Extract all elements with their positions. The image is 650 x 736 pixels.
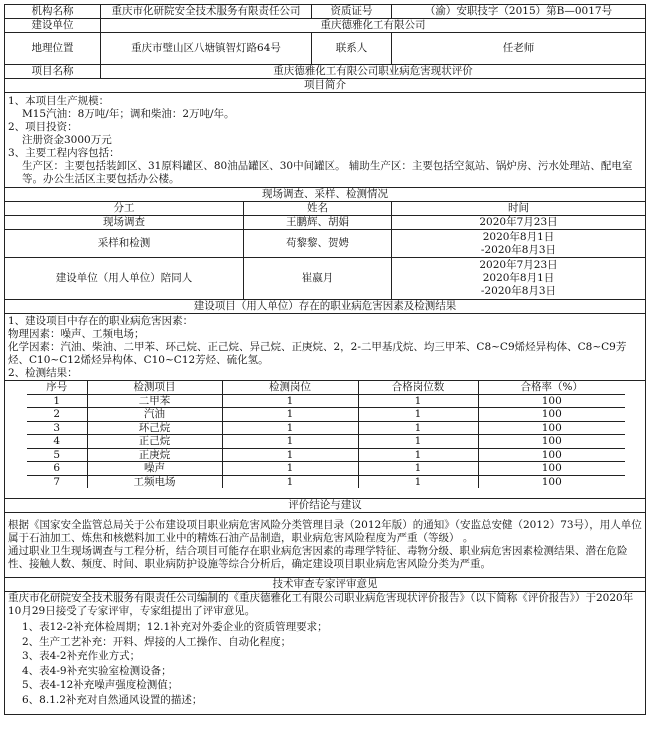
results-cell: 二甲苯 (87, 394, 222, 408)
survey-section-title: 现场调查、采样、检测情况 (5, 188, 646, 202)
conclusion-content (5, 513, 646, 578)
survey-time (392, 258, 646, 300)
survey-time-line: 2020年8月1日 (482, 272, 555, 284)
conclusion-paragraph-2: 通过职业卫生现场调查与工程分析，结合项目可能存在职业病危害因素的毒理学特征、毒物分级、职业病危害因素检测结果、潜在危险性、接触人数、频度、时间、职业病防护设施等综合分析后，确定建设项目职业病危害风险分类为严重。 (8, 545, 628, 570)
results-cell: 正庚烷 (87, 448, 222, 462)
results-table-cell (5, 381, 646, 499)
results-cell: 1 (222, 435, 358, 449)
survey-role: 现场调查 (5, 216, 244, 230)
results-cell: 1 (358, 408, 478, 422)
survey-header-name: 姓名 (244, 202, 392, 216)
conclusion-paragraph-1: 根据《国家安全监管总局关于公布建设项目职业病危害风险分类管理目录（2012年版）的通知》（安监总安健（2012）73号），用人单位属于石油加工、炼焦和核燃料加工业中的精炼石油产品制造，职业病危害风险程度为严重（等级） 。 (8, 519, 642, 544)
hazards-line: 2、检测结果： (8, 366, 78, 379)
cert-label: 资质证号 (312, 5, 392, 19)
results-cell: 正己烷 (87, 435, 222, 449)
results-cell: 1 (222, 421, 358, 435)
survey-time-line: 2020年7月23日 (479, 259, 558, 271)
results-cell: 1 (222, 394, 358, 408)
intro-content (5, 93, 646, 188)
org-value: 重庆市化研院安全技术服务有限责任公司 (101, 5, 312, 19)
survey-time-line: 2020年7月23日 (479, 216, 558, 228)
results-table (27, 381, 625, 488)
table-row (27, 448, 625, 462)
hazards-content (5, 314, 646, 381)
results-cell: 3 (27, 421, 87, 435)
results-cell: 1 (27, 394, 87, 408)
table-row (27, 408, 625, 422)
review-section-title: 技术审查专家评审意见 (5, 578, 646, 592)
survey-names: 崔嬴月 (244, 258, 392, 300)
survey-role: 采样和检测 (5, 230, 244, 258)
results-cell: 1 (222, 475, 358, 488)
hazards-section-title: 建设项目（用人单位）存在的职业病危害因素及检测结果 (5, 300, 646, 314)
results-cell: 1 (358, 448, 478, 462)
org-label: 机构名称 (5, 5, 101, 19)
results-cell: 汽油 (87, 408, 222, 422)
results-cell: 100 (478, 462, 625, 476)
results-cell: 100 (478, 448, 625, 462)
survey-names: 王鹏辉、胡娟 (244, 216, 392, 230)
intro-line: 生产区：主要包括装卸区、31原料罐区、80油品罐区、30中间罐区。 辅助生产区：主要包括空氮站、锅炉房、污水处理站、配电室等。办公生活区主要包括办公楼。 (22, 159, 633, 185)
survey-time-line: 2020年8月1日 (482, 230, 555, 243)
results-cell: 噪声 (87, 462, 222, 476)
results-cell: 100 (478, 421, 625, 435)
survey-time (392, 230, 646, 258)
project-label: 项目名称 (5, 65, 101, 79)
contact-value: 任老师 (392, 33, 646, 65)
intro-line: 注册资金3000万元 (22, 133, 112, 146)
results-cell: 1 (222, 408, 358, 422)
survey-header-role: 分工 (5, 202, 244, 216)
results-cell: 1 (358, 462, 478, 476)
unit-value: 重庆德雅化工有限公司 (101, 19, 646, 33)
results-header: 检测岗位 (222, 381, 358, 394)
results-cell: 工频电场 (87, 475, 222, 488)
intro-line: 2、项目投资： (8, 120, 78, 133)
unit-label: 建设单位 (5, 19, 101, 33)
results-cell: 100 (478, 394, 625, 408)
intro-section-title: 项目简介 (5, 79, 646, 93)
project-value: 重庆德雅化工有限公司职业病危害现状评价 (101, 65, 646, 79)
survey-names: 苟黎黎、贺娉 (244, 230, 392, 258)
results-cell: 100 (478, 475, 625, 488)
location-label: 地理位置 (5, 33, 101, 65)
table-row (27, 462, 625, 476)
assessment-document (4, 4, 645, 715)
review-item: 1、表12-2补充体检周期；12.1补充对外委企业的资质管理要求； (22, 621, 328, 633)
results-cell: 6 (27, 462, 87, 476)
results-cell: 1 (358, 394, 478, 408)
results-cell: 100 (478, 435, 625, 449)
results-cell: 4 (27, 435, 87, 449)
hazards-line: 物理因素：噪声、工频电场； (8, 327, 145, 340)
results-header: 合格岗位数 (358, 381, 478, 394)
survey-header-time: 时间 (392, 202, 646, 216)
survey-time-line: -2020年8月3日 (480, 243, 557, 256)
review-item: 6、8.1.2补充对自然通风设置的描述； (22, 693, 203, 706)
survey-role: 建设单位（用人单位）陪同人 (5, 258, 244, 300)
intro-line: 1、本项目生产规模： (8, 94, 110, 107)
intro-line: 3、主要工程内容包括： (8, 146, 120, 159)
results-header: 合格率（%） (478, 381, 625, 394)
results-cell: 1 (358, 421, 478, 435)
location-value: 重庆市璧山区八塘镇智灯路64号 (101, 33, 312, 65)
results-cell: 2 (27, 408, 87, 422)
results-cell: 1 (358, 435, 478, 449)
table-row (27, 394, 625, 408)
survey-time (392, 216, 646, 230)
review-item: 3、表4-2补充作业方式； (22, 650, 141, 662)
results-cell: 环己烷 (87, 421, 222, 435)
results-cell: 1 (358, 475, 478, 488)
intro-line: M15汽油：8万吨/年；调和柴油：2万吨/年。 (22, 107, 235, 120)
results-cell: 100 (478, 408, 625, 422)
hazards-line: 化学因素：汽油、柴油、二甲苯、环己烷、正己烷、异己烷、正庚烷、2，2-二甲基戊烷、均三甲苯、C8~C9烯烃异构体、C8~C9芳烃、C10~C12烯烃异构体、C10~C12芳烃、硫化氢。 (8, 340, 627, 366)
results-header: 检测项目 (87, 381, 222, 394)
table-row (27, 475, 625, 488)
table-row (27, 421, 625, 435)
hazards-line: 1、建设项目中存在的职业病危害因素： (8, 314, 194, 327)
cert-value: （渝）安职技字（2015）第B—0017号 (392, 5, 646, 19)
results-cell: 1 (222, 448, 358, 462)
table-row (27, 435, 625, 449)
review-item: 4、表4-9补充实验室检测设备； (22, 664, 172, 677)
survey-time-line: -2020年8月3日 (480, 285, 557, 297)
results-cell: 7 (27, 475, 87, 488)
review-item: 2、生产工艺补充：开料、焊接的人工操作、自动化程度； (22, 635, 292, 648)
assessment-form-table (4, 4, 646, 715)
conclusion-section-title: 评价结论与建议 (5, 499, 646, 513)
review-content (5, 592, 646, 715)
results-cell: 5 (27, 448, 87, 462)
review-intro: 重庆市化研院安全技术服务有限责任公司编制的《重庆德雅化工有限公司职业病危害现状评价报告》（以下简称《评价报告》）于2020年10月29日接受了专家评审，专家组提出了评审意见。 (8, 592, 634, 617)
review-item: 5、表4-12补充噪声强度检测值； (22, 679, 179, 691)
contact-label: 联系人 (312, 33, 392, 65)
results-cell: 1 (222, 462, 358, 476)
results-header: 序号 (27, 381, 87, 394)
